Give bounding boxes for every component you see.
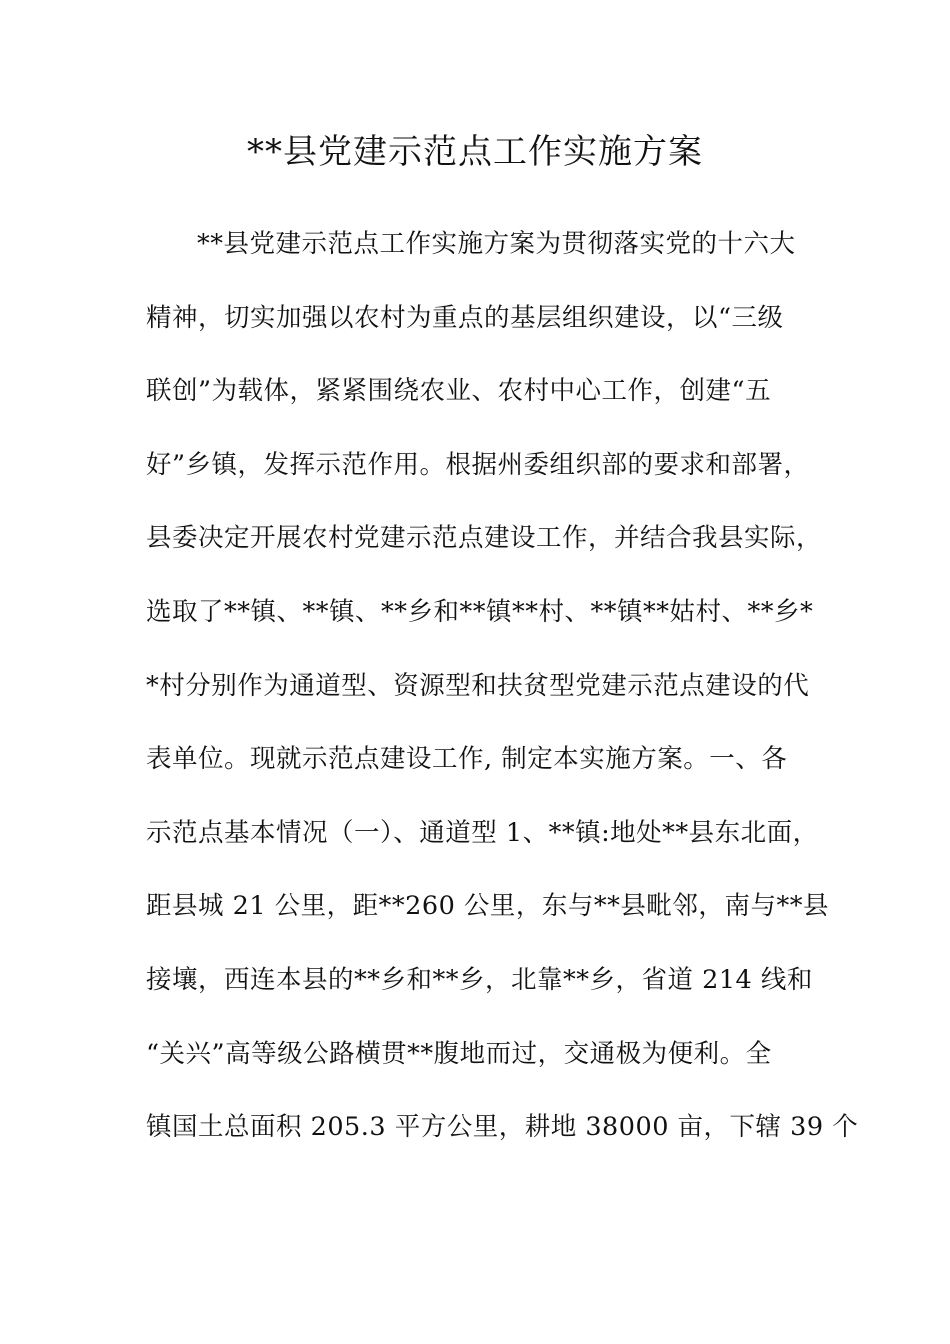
body-line: 镇国土总面积 205.3 平方公里，耕地 38000 亩，下辖 39 个 [146, 1112, 859, 1143]
body-line: 联创”为载体，紧紧围绕农业、农村中心工作，创建“五 [146, 376, 772, 407]
body-line: 表单位。现就示范点建设工作, 制定本实施方案。一、各 [146, 744, 788, 775]
body-line: 示范点基本情况（一）、通道型 1、**镇:地处**县东北面， [146, 817, 819, 848]
body-line: “关兴”高等级公路横贯**腹地而过，交通极为便利。全 [146, 1038, 772, 1069]
document-body [146, 220, 859, 1177]
body-line: *村分别作为通道型、资源型和扶贫型党建示范点建设的代 [146, 670, 810, 701]
body-line: 好”乡镇，发挥示范作用。根据州委组织部的要求和部署， [146, 449, 810, 480]
body-line: 接壤，西连本县的**乡和**乡，北靠**乡，省道 214 线和 [146, 964, 813, 995]
body-line: **县党建示范点工作实施方案为贯彻落实党的十六大 [197, 229, 796, 259]
body-line: 精神，切实加强以农村为重点的基层组织建设，以“三级 [146, 302, 784, 333]
body-line: 距县城 21 公里，距**260 公里，东与**县毗邻，南与**县 [146, 891, 829, 922]
body-line: 县委决定开展农村党建示范点建设工作，并结合我县实际， [146, 523, 823, 554]
body-line: 选取了**镇、**镇、**乡和**镇**村、**镇**姑村、**乡* [146, 596, 814, 627]
document-title: **县党建示范点工作实施方案 [247, 132, 703, 172]
